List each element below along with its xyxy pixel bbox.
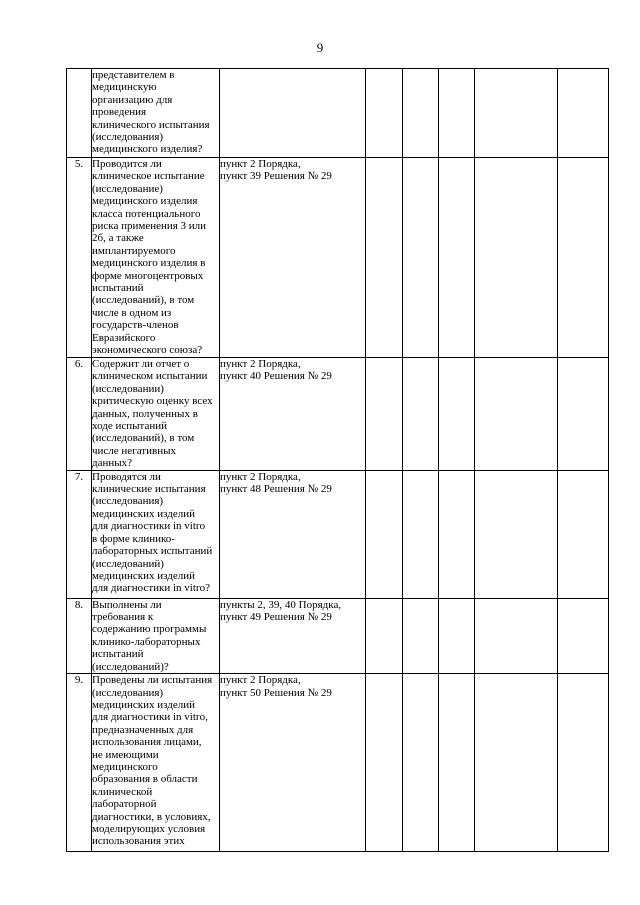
question-cell (92, 358, 220, 471)
reference-cell (220, 470, 366, 598)
answer-no-cell (403, 69, 439, 158)
notes-cell (475, 598, 558, 673)
question-cell (92, 598, 220, 673)
reference-cell (220, 598, 366, 673)
reference-cell (220, 158, 366, 358)
table-row (67, 674, 609, 852)
notes-cell (475, 69, 558, 158)
row-number: 9. (67, 674, 92, 852)
question-cell (92, 158, 220, 358)
reference-cell (220, 674, 366, 852)
answer-no-cell (403, 470, 439, 598)
reference-text: пункты 2, 39, 40 Порядка, пункт 49 Решения № 29 (220, 598, 342, 624)
remarks-cell (558, 674, 609, 852)
question-cell (92, 674, 220, 852)
row-number: 6. (67, 358, 92, 471)
reference-cell (220, 358, 366, 471)
question-cell (92, 69, 220, 158)
table-row (67, 598, 609, 673)
row-number: 7. (67, 470, 92, 598)
reference-text: пункт 2 Порядка, пункт 48 Решения № 29 (220, 470, 332, 496)
answer-yes-cell (366, 69, 403, 158)
answer-na-cell (439, 358, 475, 471)
question-text: Проводится ли клиническое испытание (исследование) медицинского изделия класса потенциального риска применения 3 или 2б, а также имплантируемого медицинского изделия в форме многоцентровых испытаний (исследований), в том числе в одном из государств-членов Евразийского экономического союза? (92, 158, 207, 357)
remarks-cell (558, 598, 609, 673)
row-number (67, 69, 92, 158)
remarks-cell (558, 470, 609, 598)
answer-no-cell (403, 598, 439, 673)
answer-na-cell (439, 598, 475, 673)
table-row (67, 158, 609, 358)
notes-cell (475, 470, 558, 598)
reference-text: пункт 2 Порядка, пункт 40 Решения № 29 (220, 358, 332, 383)
answer-no-cell (403, 674, 439, 852)
notes-cell (475, 358, 558, 471)
answer-no-cell (403, 358, 439, 471)
question-text: Содержит ли отчет о клиническом испытании (исследовании) критическую оценку всех данных, полученных в ходе испытаний (исследований), в том числе негативных данных? (92, 358, 213, 470)
reference-text: пункт 2 Порядка, пункт 39 Решения № 29 (220, 158, 332, 183)
answer-na-cell (439, 158, 475, 358)
page-number: 9 (316, 40, 324, 55)
remarks-cell (558, 358, 609, 471)
notes-cell (475, 158, 558, 358)
question-text: Выполнены ли требования к содержанию программы клинико-лабораторных испытаний (исследований)? (92, 598, 207, 673)
row-number: 8. (67, 598, 92, 673)
reference-cell (220, 69, 366, 158)
remarks-cell (558, 69, 609, 158)
question-text: представителем в медицинскую организацию для проведения клинического испытания (исследования) медицинского изделия? (92, 69, 210, 156)
reference-text: пункт 2 Порядка, пункт 50 Решения № 29 (220, 674, 332, 699)
answer-na-cell (439, 69, 475, 158)
table-row (67, 69, 609, 158)
remarks-cell (558, 158, 609, 358)
checklist-table (66, 68, 609, 852)
answer-no-cell (403, 158, 439, 358)
answer-yes-cell (366, 158, 403, 358)
question-cell (92, 470, 220, 598)
answer-yes-cell (366, 674, 403, 852)
question-text: Проведены ли испытания (исследования) медицинских изделий для диагностики in vitro, предназначенных для использования лицами, не имеющими медицинского образования в области клинической лабораторной диагностики, в условиях, моделирующих условия использования этих (92, 674, 213, 848)
table-row (67, 470, 609, 598)
answer-na-cell (439, 674, 475, 852)
answer-yes-cell (366, 470, 403, 598)
notes-cell (475, 674, 558, 852)
table-row (67, 358, 609, 471)
row-number: 5. (67, 158, 92, 358)
answer-yes-cell (366, 358, 403, 471)
answer-na-cell (439, 470, 475, 598)
question-text: Проводятся ли клинические испытания (исследования) медицинских изделий для диагностики in vitro в форме клинико- лабораторных испытаний (исследований) медицинских изделий для диагностики in vitro? (92, 470, 213, 595)
answer-yes-cell (366, 598, 403, 673)
